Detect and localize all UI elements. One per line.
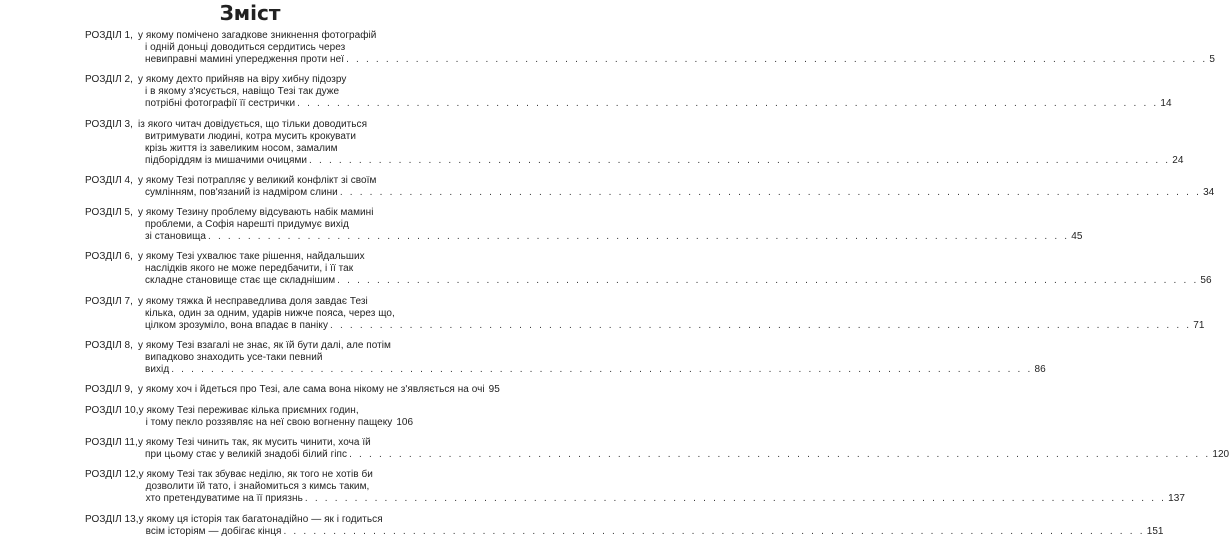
entry-middle-line: і в якому з'ясується, навіщо Тезі так дуже <box>145 86 340 98</box>
entry-description <box>138 295 1205 332</box>
entry-first-line: із якого читач довідується, що тільки доводиться <box>138 118 368 130</box>
chapter-label: РОЗДІЛ 7, <box>85 295 133 307</box>
chapter-label: РОЗДІЛ 6, <box>85 251 133 263</box>
toc-entry[interactable] <box>85 30 1215 66</box>
page-number: 106 <box>396 416 414 428</box>
entry-middle-line: і одній доньці доводиться сердитись через <box>145 42 346 53</box>
entry-last-line <box>138 186 1215 199</box>
page-number: 151 <box>1146 525 1164 537</box>
toc-entry[interactable] <box>85 384 500 396</box>
entry-last-line <box>138 384 500 396</box>
entry-last-line <box>138 448 1229 461</box>
entry-last-line <box>139 417 413 429</box>
chapter-label: РОЗДІЛ 9, <box>85 384 133 396</box>
entry-first-line: у якому Тезі так збуває неділю, як того не хотів би <box>138 469 373 481</box>
page-number: 71 <box>1193 319 1205 331</box>
page-number: 5 <box>1209 54 1215 65</box>
dot-leader <box>337 275 1198 287</box>
entry-first-line: у якому Тезі чинить так, як мусить чинити, хоча їй <box>138 436 371 448</box>
page-title: Зміст <box>219 1 281 25</box>
entry-last-line <box>139 525 1164 538</box>
toc-entry[interactable] <box>85 405 413 429</box>
entry-description <box>138 340 1046 376</box>
toc-entry[interactable] <box>85 251 1212 287</box>
entry-description <box>139 405 413 429</box>
chapter-label: РОЗДІЛ 5, <box>85 207 133 219</box>
entry-last-line <box>138 231 1083 243</box>
entry-first-line: у якому тяжка й несправедлива доля завдає Тезі <box>138 295 368 307</box>
entry-description <box>138 513 1164 538</box>
entry-last-text: всім історіям — добігає кінця <box>145 525 282 537</box>
entry-last-text: зі становища <box>145 231 206 243</box>
entry-description <box>138 174 1215 199</box>
entry-first-line: у якому ця історія так багатонадійно — як і годиться <box>138 513 383 525</box>
entry-middle-line: кілька, один за одним, ударів нижче пояса, через що, <box>145 307 395 319</box>
entry-last-line <box>138 275 1212 287</box>
entry-first-line: у якому дехто прийняв на віру хибну підозру <box>138 74 347 86</box>
entry-last-text: невиправні мамині упередження проти неї <box>145 54 345 65</box>
entry-description <box>138 74 1172 110</box>
dot-leader <box>349 449 1210 461</box>
entry-description <box>138 251 1212 287</box>
entry-first-line: у якому Тезину проблему відсувають набік мамині <box>138 207 374 219</box>
page-number: 137 <box>1168 493 1185 505</box>
toc-entry[interactable] <box>85 469 1185 505</box>
page-number: 120 <box>1212 448 1229 460</box>
entry-last-line <box>139 493 1185 505</box>
entry-description <box>138 30 1215 66</box>
chapter-label: РОЗДІЛ 11, <box>85 436 138 448</box>
entry-last-text: при цьому стає у великій знадобі білий гіпс <box>145 448 348 460</box>
page-number: 56 <box>1200 275 1212 287</box>
page-number: 24 <box>1172 154 1184 166</box>
entry-middle-line: проблеми, а Софія нарешті придумує вихід <box>145 219 349 231</box>
entry-first-line: у якому помічено загадкове зникнення фотографій <box>138 30 377 41</box>
page-number: 34 <box>1203 186 1215 198</box>
entry-last-text: хто претендуватиме на її приязнь <box>145 493 303 505</box>
entry-first-line: у якому Тезі взагалі не знає, як їй бути далі, але потім <box>138 340 391 352</box>
dot-leader <box>340 187 1201 199</box>
dot-leader <box>297 98 1158 110</box>
toc-entry[interactable] <box>85 513 1164 538</box>
toc-entry[interactable] <box>85 207 1083 243</box>
dot-leader <box>330 320 1191 332</box>
entry-last-text: у якому хоч і йдеться про Тезі, але сама вона нікому не з'являється на очі <box>138 384 485 396</box>
entry-last-text: складне становище стає ще складнішим <box>145 275 336 287</box>
dot-leader <box>208 231 1069 243</box>
toc-entry[interactable] <box>85 436 1229 461</box>
dot-leader <box>309 155 1170 167</box>
chapter-label: РОЗДІЛ 4, <box>85 174 133 186</box>
entry-description <box>138 384 500 396</box>
entry-description <box>138 436 1229 461</box>
page-number: 86 <box>1034 364 1046 376</box>
entry-last-text: і тому пекло роззявляє на неї свою вогненну пащеку <box>145 416 393 428</box>
page-number: 14 <box>1160 98 1172 110</box>
dot-leader <box>346 54 1207 66</box>
entry-description <box>138 207 1083 243</box>
toc-entry[interactable] <box>85 74 1172 110</box>
toc-entry[interactable] <box>85 295 1205 332</box>
dot-leader <box>305 493 1166 505</box>
entry-middle-line: наслідків якого не може передбачити, і її так <box>145 263 354 275</box>
entry-last-line <box>138 54 1215 66</box>
entry-description <box>138 469 1185 505</box>
entry-middle-line: крізь життя із завеликим носом, замалим <box>145 142 338 154</box>
entry-last-line <box>138 364 1046 376</box>
chapter-label: РОЗДІЛ 3, <box>85 118 133 130</box>
chapter-label: РОЗДІЛ 2, <box>85 74 133 86</box>
entry-last-line <box>138 319 1205 332</box>
toc-list <box>85 30 1229 538</box>
entry-middle-line: витримувати людині, котра мусить крокувати <box>145 130 357 142</box>
chapter-label: РОЗДІЛ 12, <box>85 469 139 481</box>
chapter-label: РОЗДІЛ 10, <box>85 404 139 416</box>
entry-middle-line: випадково знаходить усе-таки певний <box>145 352 323 364</box>
chapter-label: РОЗДІЛ 13, <box>85 513 139 525</box>
entry-first-line: у якому Тезі потрапляє у великий конфлікт зі своїм <box>138 174 377 186</box>
entry-first-line: у якому Тезі ухвалює таке рішення, найдальших <box>138 251 365 263</box>
dot-leader <box>171 364 1032 376</box>
entry-description <box>138 118 1184 167</box>
entry-last-text: цілком зрозуміло, вона впадає в паніку <box>145 319 328 331</box>
page-number: 95 <box>488 384 500 396</box>
toc-entry[interactable] <box>85 340 1046 376</box>
entry-last-line <box>138 154 1184 167</box>
entry-last-line <box>138 98 1172 110</box>
chapter-label: РОЗДІЛ 8, <box>85 340 133 352</box>
toc-entry[interactable] <box>85 118 1184 167</box>
entry-last-text: вихід <box>145 364 170 376</box>
entry-last-text: підборіддям із мишачими очицями <box>145 154 308 166</box>
toc-entry[interactable] <box>85 174 1215 199</box>
chapter-label: РОЗДІЛ 1, <box>85 30 133 41</box>
entry-last-text: потрібні фотографії її сестрички <box>145 98 296 110</box>
entry-middle-line: дозволити їй тато, і знайомиться з кимсь таким, <box>145 481 370 493</box>
page-number: 45 <box>1071 231 1083 243</box>
entry-first-line: у якому Тезі переживає кілька приємних годин, <box>138 404 359 416</box>
dot-leader <box>283 526 1144 538</box>
entry-last-text: сумлінням, пов'язаний із надміром слини <box>145 186 338 198</box>
